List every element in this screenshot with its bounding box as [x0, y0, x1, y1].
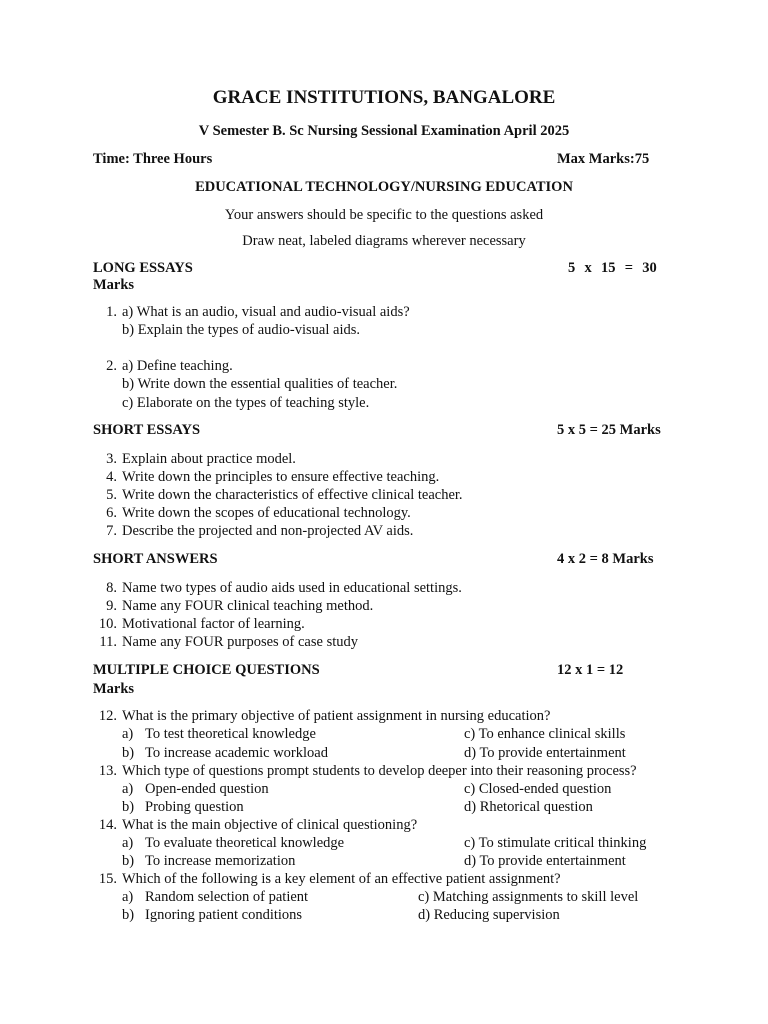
question-number: 4. — [106, 469, 117, 485]
long-essays-marks-word: Marks — [93, 277, 135, 293]
option-text: To evaluate theoretical knowledge — [145, 835, 345, 851]
long-essays-marks-scheme: 5 x 15 = 30 — [568, 260, 657, 276]
option-letter: a) — [122, 781, 134, 797]
option-c: c) Matching assignments to skill level — [418, 889, 639, 905]
option-text: Ignoring patient conditions — [145, 907, 303, 923]
question-part: b) Write down the essential qualities of teacher. — [122, 376, 398, 392]
question-part: c) Elaborate on the types of teaching style. — [122, 395, 370, 411]
exam-title: V Semester B. Sc Nursing Sessional Examination April 2025 — [198, 123, 570, 139]
question-text: Name any FOUR purposes of case study — [122, 634, 358, 650]
option-d: d) Rhetorical question — [464, 799, 593, 815]
question-text: Name any FOUR clinical teaching method. — [122, 598, 374, 614]
question-text: Motivational factor of learning. — [122, 616, 305, 632]
question-part: a) Define teaching. — [122, 358, 233, 374]
short-essays-marks-scheme: 5 x 5 = 25 Marks — [557, 422, 661, 438]
question-text: Describe the projected and non-projected AV aids. — [122, 523, 414, 539]
exam-duration: Time: Three Hours — [93, 151, 213, 167]
question-number: 1. — [106, 304, 117, 320]
option-text: Probing question — [145, 799, 244, 815]
question-number: 13. — [98, 763, 117, 779]
option-letter: b) — [122, 853, 135, 869]
question-text: Which of the following is a key element of an effective patient assignment? — [122, 871, 561, 887]
question-text: Write down the principles to ensure effective teaching. — [122, 469, 440, 485]
option-d: d) Reducing supervision — [418, 907, 560, 923]
question-text: Which type of questions prompt students to develop deeper into their reasoning process? — [122, 763, 637, 779]
question-text: Write down the characteristics of effective clinical teacher. — [122, 487, 463, 503]
option-letter: b) — [122, 745, 135, 761]
instruction-diagrams: Draw neat, labeled diagrams wherever necessary — [242, 233, 526, 249]
question-number: 5. — [106, 487, 117, 503]
institution-title: GRACE INSTITUTIONS, BANGALORE — [212, 87, 556, 108]
option-text: To increase academic workload — [145, 745, 328, 761]
short-essays-heading: SHORT ESSAYS — [93, 422, 201, 438]
option-text: Random selection of patient — [145, 889, 309, 905]
question-part: a) What is an audio, visual and audio-visual aids? — [122, 304, 410, 320]
question-number: 2. — [106, 358, 117, 374]
question-number: 8. — [106, 580, 117, 596]
option-d: d) To provide entertainment — [464, 853, 626, 869]
option-letter: b) — [122, 907, 135, 923]
question-number: 15. — [98, 871, 117, 887]
question-text: Explain about practice model. — [122, 451, 296, 467]
question-number: 9. — [106, 598, 117, 614]
mcq-marks-scheme: 12 x 1 = 12 — [557, 662, 624, 678]
option-c: c) To stimulate critical thinking — [464, 835, 647, 851]
option-letter: b) — [122, 799, 135, 815]
instruction-specific: Your answers should be specific to the questions asked — [224, 207, 544, 223]
short-answers-marks-scheme: 4 x 2 = 8 Marks — [557, 551, 654, 567]
option-letter: a) — [122, 889, 134, 905]
option-text: To test theoretical knowledge — [145, 726, 316, 742]
option-c: c) To enhance clinical skills — [464, 726, 626, 742]
question-number: 7. — [106, 523, 117, 539]
question-number: 14. — [98, 817, 117, 833]
mcq-heading: MULTIPLE CHOICE QUESTIONS — [93, 662, 320, 678]
question-number: 12. — [98, 708, 117, 724]
question-text: What is the primary objective of patient assignment in nursing education? — [122, 708, 551, 724]
option-letter: a) — [122, 726, 134, 742]
max-marks: Max Marks:75 — [557, 151, 650, 167]
question-number: 10. — [98, 616, 117, 632]
option-c: c) Closed-ended question — [464, 781, 612, 797]
option-text: Open-ended question — [145, 781, 269, 797]
option-d: d) To provide entertainment — [464, 745, 626, 761]
short-answers-heading: SHORT ANSWERS — [93, 551, 218, 567]
option-letter: a) — [122, 835, 134, 851]
long-essays-heading: LONG ESSAYS — [93, 260, 193, 276]
mcq-marks-word: Marks — [93, 681, 135, 697]
question-number: 3. — [106, 451, 117, 467]
question-text: What is the main objective of clinical questioning? — [122, 817, 418, 833]
question-part: b) Explain the types of audio-visual aids. — [122, 322, 360, 338]
question-number: 6. — [106, 505, 117, 521]
question-text: Name two types of audio aids used in educational settings. — [122, 580, 462, 596]
subject-title: EDUCATIONAL TECHNOLOGY/NURSING EDUCATION — [195, 179, 573, 195]
option-text: To increase memorization — [145, 853, 296, 869]
question-number: 11. — [99, 634, 117, 650]
question-text: Write down the scopes of educational technology. — [122, 505, 411, 521]
